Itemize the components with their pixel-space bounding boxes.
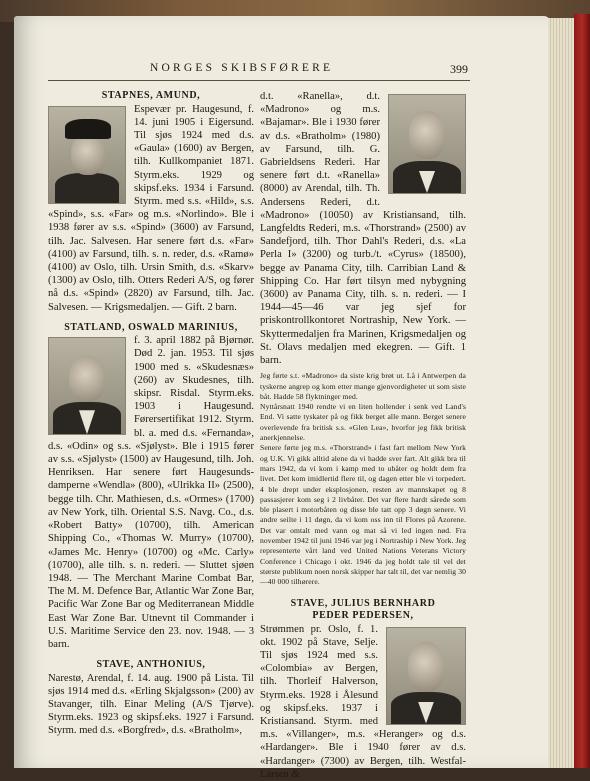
entry-name-stave-anthonius: STAVE, ANTHONIUS, [96, 659, 206, 671]
page-number: 399 [450, 62, 468, 76]
portrait-stave-anthonius [388, 94, 466, 194]
narrative-stave-anthonius [260, 371, 466, 587]
entry-bio-stave-anthonius-part2: d.t. «Ranella», d.t. «Madrono» og m.s. «Bajamar». Ble i 1930 fører av d.s. «Bratholm» (1980) av Farsund, tilh. G. Gabrieldsens Rederi. Har senere ført d.t. «Ranella» (8000) av Arendal, tilh. Th. Andersens Rederi, d.t. «Madrono» (10050) av Kristiansand, tilh. Langfeldts Rederi, m.s. «Thorstrand» (2500) av Sandefjord, tilh. Thor Dahl's Rederi, d.s. «La Perla I» (3200) og turb./t. «Cyrus» (18500), begge av Panama City, tilh. Carribian Land & Shipping Co. Har ført tilsyn med nybygning (3600) av Panama City, tilh. s. n. rederi. — I 1944—45—46 var jeg sjef for priskontrollkontoret Nortraship, New York. — Skyttermedaljen fra Marinen, Krigsmedaljen og St. Olavs medaljen med ekegren. — Gift. 1 barn. [260, 91, 466, 367]
right-column [260, 90, 466, 781]
entry-name-line: PEDER PEDERSEN, [312, 610, 414, 621]
entry-bio-stapnes: Espevær pr. Haugesund, f. 14. juni 1905 i Eigersund. Til sjøs 1924 med d.s. «Gaula» (1600) av Bergen, tilh. Kullkompaniet 1871. Styrm.eks. 1929 og skipsf.eks. 1934 i Farsund. Styrm. med s.s. «Hild», s.s. «Spind», s.s. «Far» og m.s. «Norlindo». Ble i 1938 fører av s.s. «Spind» (3600) av Farsund, tilh. Jac. Salvesen. Har senere ført d.s. «Far» (4100) av Farsund, tilh. s. n. reder, d.s. «Ramø» (4100) av Oslo, tilh. Ursin Smith, d.s. «Skarv» (1300) av Oslo, tilh. Otters Rederi A/S, og fører nå d.s. «Spind» (2820) av Farsund, tilh. Jac. Salvesen. — Krigsmedaljen. — Gift. 2 barn. [48, 103, 254, 313]
narrative-paragraph: Jeg førte s.t. «Madrono» da siste krig brøt ut. Lå i Antwerpen da tyskerne angrep og kom etter mange gjenvordigheter ut som siste båt. Hadde 58 flyktninger med. [260, 371, 466, 401]
entry-name-line: STAVE, JULIUS BERNHARD [290, 597, 436, 609]
entry-name-statland: STATLAND, OSWALD MARINIUS, [64, 321, 238, 333]
book-cover-edge [574, 14, 590, 768]
narrative-paragraph: Senere førte jeg m.s. «Thorstrand» i fast fart mellom New York og U.K. Vi gikk alltid alene da vi hadde sver fart. Alt gikk bra til mars 1942, da vi kom i kamp med to ubåter og holdt dem fra livet. Det kom imidlertid flere til, og dagen etter ble vi torpedert. 4 ble drept under eksplosjonen, resten av mannskapet og 8 passasjerer kom seg i 2 livbåter. Det var flere hardt sårede som ble plasert i motorbåten og disse ble tatt opp 3 døgn senere. Vi andre seilte i 11 døgn, da vi kom oss inn til Flores på Azorene. Det var omtalt med vann og mat så vi led ingen nød. Fra november 1942 til juni 1946 var jeg i Nortraship i New York. Jeg representerte vårt land ved United Nations Veterans Victory Conference i Chicago i okt. 1946 da jeg holdt tale til vel det største publikum noen norsk skipper har talt til, det var nemlig 30—40 000 tilhørere. [260, 443, 466, 587]
entry-bio-statland: f. 3. april 1882 på Bjørnør. Død 2. jan. 1953. Til sjøs 1900 med s. «Skudesnæs» (260) av Skudesnes, tilh. skipsr. Risdal. Styrm.eks. 1903 i Haugesund. Førersertifikat 1912. Styrm. bl. a. med d.s. «Fernanda», d.s. «Odin» og s.s. «Sjølyst». Ble i 1915 fører av s.s. «Sjølyst» (1500) av Haugesund, tilh. Joh. Henriksen. Har senere ført Haugesunds-damperne «Wendla» (800), «Ulrikka II» (2500), begge tilh. Chr. Mathiesen, d.s. «Ormes» (1700) av New York, tilh. Oriental S.S. Navg. Co., d.s. «Robert Batty» (10700), tilh. American Shipping Co., «Thomas W. Murry» (10700), «James Mc. Henry» (10700) og «Mc. Carly» (10700), alle tilh. s. n. rederi. — Sluttet sjøen 1948. — The Merchant Marine Combat Bar, The M. M. Defence Bar, Atlantic War Zone Bar, Pacific War Zone Bar og Mediterranean Middle East War Zone Bar. Utnevnt til Commander i U.S. Maritime Service den 23. nov. 1948. — 3 barn. [48, 335, 254, 650]
entry-bio-stave-julius: Strømmen pr. Oslo, f. 1. okt. 1902 på Stave, Selje. Til sjøs 1924 med s.s. «Colombia» av Bergen, tilh. Thorleif Halverson, Styrm.eks. 1928 i Ålesund og skipsf.eks. 1937 i Kristiansand. Styrm. med m.s. «Villanger», m.s. «Heranger» og d.s. «Hardanger». Ble i 1940 fører av d.s. «Hardanger» (7300) av Bergen, tilh. Westfal-Larsen & [260, 623, 466, 780]
portrait-statland [48, 337, 126, 435]
page-edges [548, 18, 576, 768]
portrait-stave-julius [386, 627, 466, 725]
header-rule [48, 80, 470, 81]
left-column [48, 90, 254, 738]
entry-bio-stave-anthonius-part1: Narestø, Arendal, f. 14. aug. 1900 på Lista. Til sjøs 1914 med d.s. «Erling Skjalgsson» (200) av Stavanger, tilh. Einar Meling (A/S Tjørve). Styrm.eks. 1923 og skipsf.eks. 1927 i Farsund. Styrm. med d.s. «Borgfred», d.s. «Bratholm», [48, 672, 254, 737]
entry-name-stave-julius [260, 598, 466, 623]
portrait-stapnes [48, 106, 126, 204]
running-title: NORGES SKIBSFØRERE [150, 62, 334, 74]
entry-name-stapnes: STAPNES, AMUND, [101, 90, 201, 101]
narrative-paragraph: Nyttårsnatt 1940 rendte vi en liten hollender i senk ved Land's End. Vi satte tyskater på og fikk berget alle mann. Berget senere overlevende fra britisk s.s. «Glen Lea», hvorfor jeg fikk britisk anerkjennelse. [260, 402, 466, 443]
